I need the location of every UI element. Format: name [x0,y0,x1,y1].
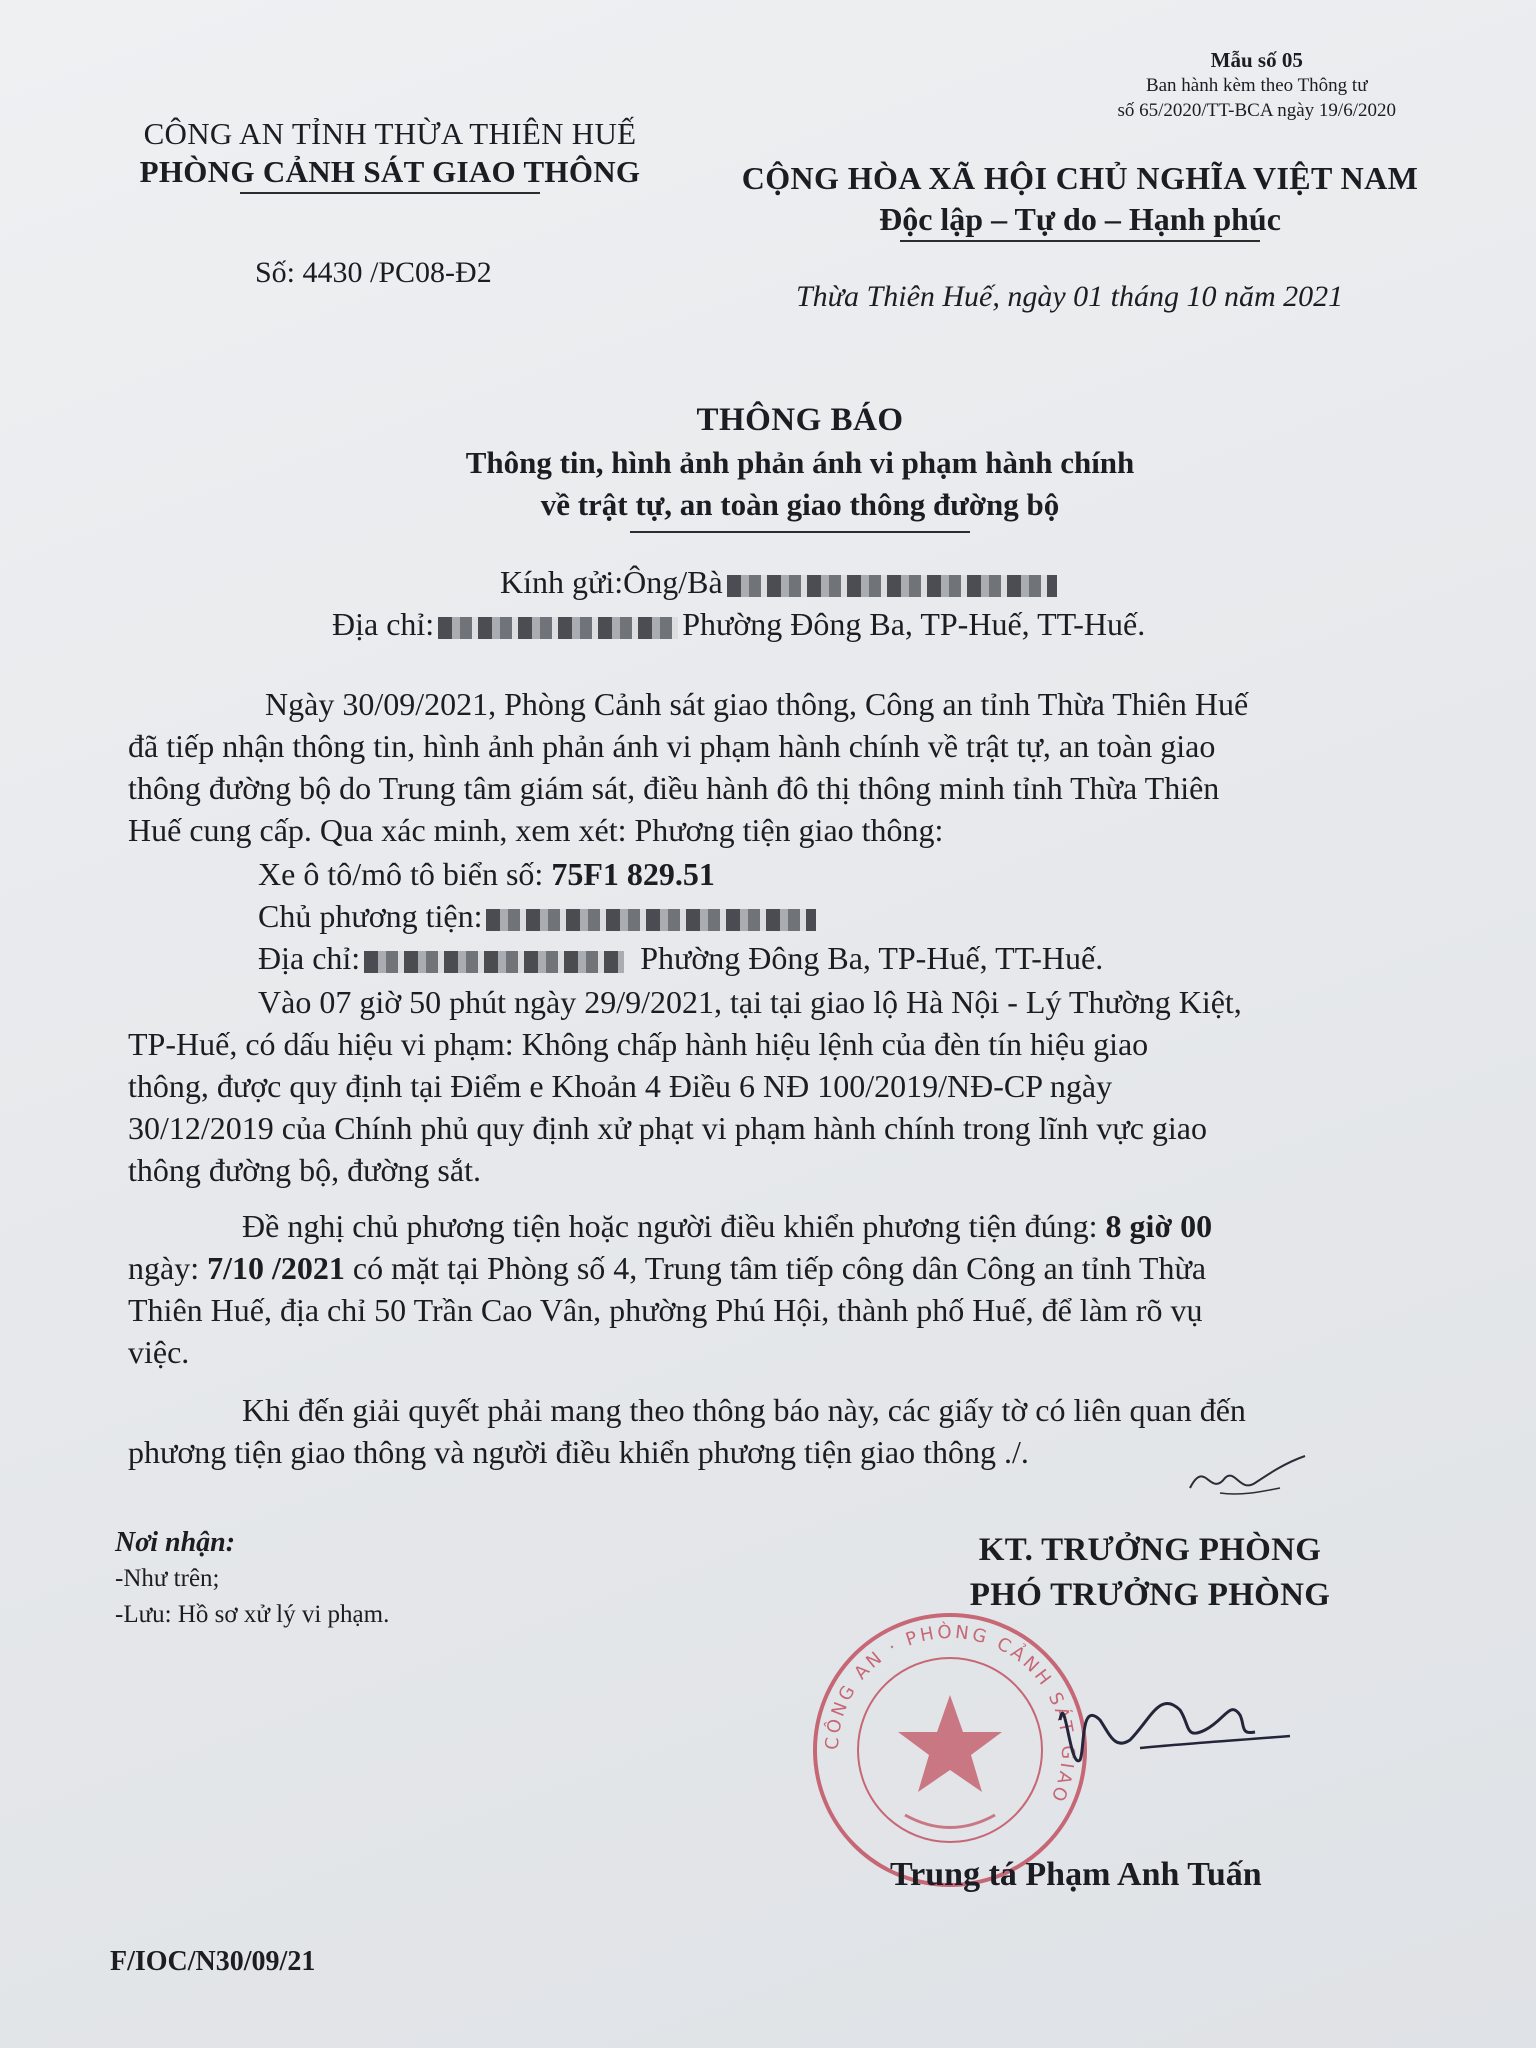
paragraph-line: thông đường bộ do Trung tâm giám sát, điều hành đô thị thông minh tỉnh Thừa Thiên [128,770,1220,806]
seal-text: CÔNG AN · PHÒNG CẢNH SÁT GIAO [821,1621,1079,1808]
location-text: có mặt tại Phòng số 4, Trung tâm tiếp công dân Công an tỉnh Thừa [352,1250,1207,1286]
receiver-item: -Lưu: Hồ sơ xử lý vi phạm. [115,1601,390,1628]
form-code-block [1117,48,1396,123]
paragraph-line: 30/12/2019 của Chính phủ quy định xử phạt vi phạm hành chính trong lĩnh vực giao [128,1110,1207,1146]
agency-header [110,116,670,194]
paragraph-line [242,1208,1212,1245]
agency-underline [240,192,540,194]
plate-value: 75F1 829.51 [551,856,715,892]
agency-name: PHÒNG CẢNH SÁT GIAO THÔNG [139,154,641,189]
paragraph-line: Vào 07 giờ 50 phút ngày 29/9/2021, tại tại giao lộ Hà Nội - Lý Thường Kiệt, [258,984,1242,1020]
initials-mark [1180,1448,1310,1508]
place-date: Thừa Thiên Huế, ngày 01 tháng 10 năm 2021 [796,280,1344,313]
paragraph-line [128,1250,1206,1287]
document-subtitle-1: Thông tin, hình ảnh phản ánh vi phạm hành chính [465,445,1135,480]
plate-label: Xe ô tô/mô tô biển số: [258,856,544,892]
paragraph-line: Ngày 30/09/2021, Phòng Cảnh sát giao thông, Công an tỉnh Thừa Thiên Huế [265,686,1249,722]
date-label: ngày: [128,1250,200,1286]
document-number: Số: 4430 /PC08-Đ2 [255,256,492,289]
recipient-label: Kính gửi:Ông/Bà [500,564,723,600]
document-title: THÔNG BÁO [696,402,904,438]
paragraph-line: TP-Huế, có dấu hiệu vi phạm: Không chấp hành hiệu lệnh của đèn tín hiệu giao [128,1026,1149,1062]
paragraph-line: Thiên Huế, địa chỉ 50 Trần Cao Vân, phường Phú Hội, thành phố Huế, để làm rõ vụ [128,1292,1203,1328]
form-number: Mẫu số 05 [1210,48,1303,72]
owner-label: Chủ phương tiện: [258,898,483,934]
receivers-block [115,1525,389,1633]
redacted-address [438,617,678,639]
address-label: Địa chỉ: [332,606,435,642]
plate-line [258,856,715,893]
agency-parent: CÔNG AN TỈNH THỪA THIÊN HUẾ [143,116,637,151]
document-title-block [300,402,1300,533]
address-tail: Phường Đông Ba, TP-Huế, TT-Huế. [682,606,1146,642]
redacted-owner-address [364,951,624,973]
nation-motto: Độc lập – Tự do – Hạnh phúc [879,201,1281,237]
form-circular: số 65/2020/TT-BCA ngày 19/6/2020 [1117,100,1396,121]
paragraph-line: Khi đến giải quyết phải mang theo thông báo này, các giấy tờ có liên quan đến [242,1392,1246,1428]
form-issued-with: Ban hành kèm theo Thông tư [1145,75,1368,96]
motto-underline [900,240,1260,242]
redacted-owner [486,909,816,931]
sign-title-2: PHÓ TRƯỞNG PHÒNG [969,1577,1331,1613]
receivers-label: Nơi nhận: [115,1527,236,1558]
document-subtitle-2: về trật tự, an toàn giao thông đường bộ [540,487,1060,522]
handwritten-signature [1040,1660,1300,1790]
owner-address-tail: Phường Đông Ba, TP-Huế, TT-Huế. [640,940,1104,976]
paragraph-line: thông đường bộ, đường sắt. [128,1152,481,1188]
appointment-time: 8 giờ 00 [1105,1208,1213,1244]
sign-title-1: KT. TRƯỞNG PHÒNG [978,1532,1322,1568]
receiver-item: -Như trên; [115,1565,220,1592]
paragraph-line: việc. [128,1334,190,1370]
paragraph-line: thông, được quy định tại Điểm e Khoản 4 Điều 6 NĐ 100/2019/NĐ-CP ngày [128,1068,1113,1104]
request-text: Đề nghị chủ phương tiện hoặc người điều khiển phương tiện đúng: [242,1208,1098,1244]
recipient-address-line [332,606,1145,643]
paragraph-line: Huế cung cấp. Qua xác minh, xem xét: Phương tiện giao thông: [128,812,944,848]
owner-line [258,898,820,935]
appointment-date: 7/10 /2021 [207,1250,345,1286]
owner-address-label: Địa chỉ: [258,940,361,976]
nation-header [700,160,1460,242]
paragraph-line: đã tiếp nhận thông tin, hình ảnh phản ánh vi phạm hành chính về trật tự, an toàn giao [128,728,1216,764]
title-underline [630,531,970,533]
paragraph-line: phương tiện giao thông và người điều khiển phương tiện giao thông ./. [128,1434,1029,1470]
footer-code: F/IOC/N30/09/21 [110,1946,316,1977]
recipient-line [500,564,1061,601]
owner-address-line [258,940,1103,977]
signer-name: Trung tá Phạm Anh Tuấn [890,1856,1262,1893]
nation-name: CỘNG HÒA XÃ HỘI CHỦ NGHĨA VIỆT NAM [741,160,1419,196]
redacted-name [727,575,1057,597]
